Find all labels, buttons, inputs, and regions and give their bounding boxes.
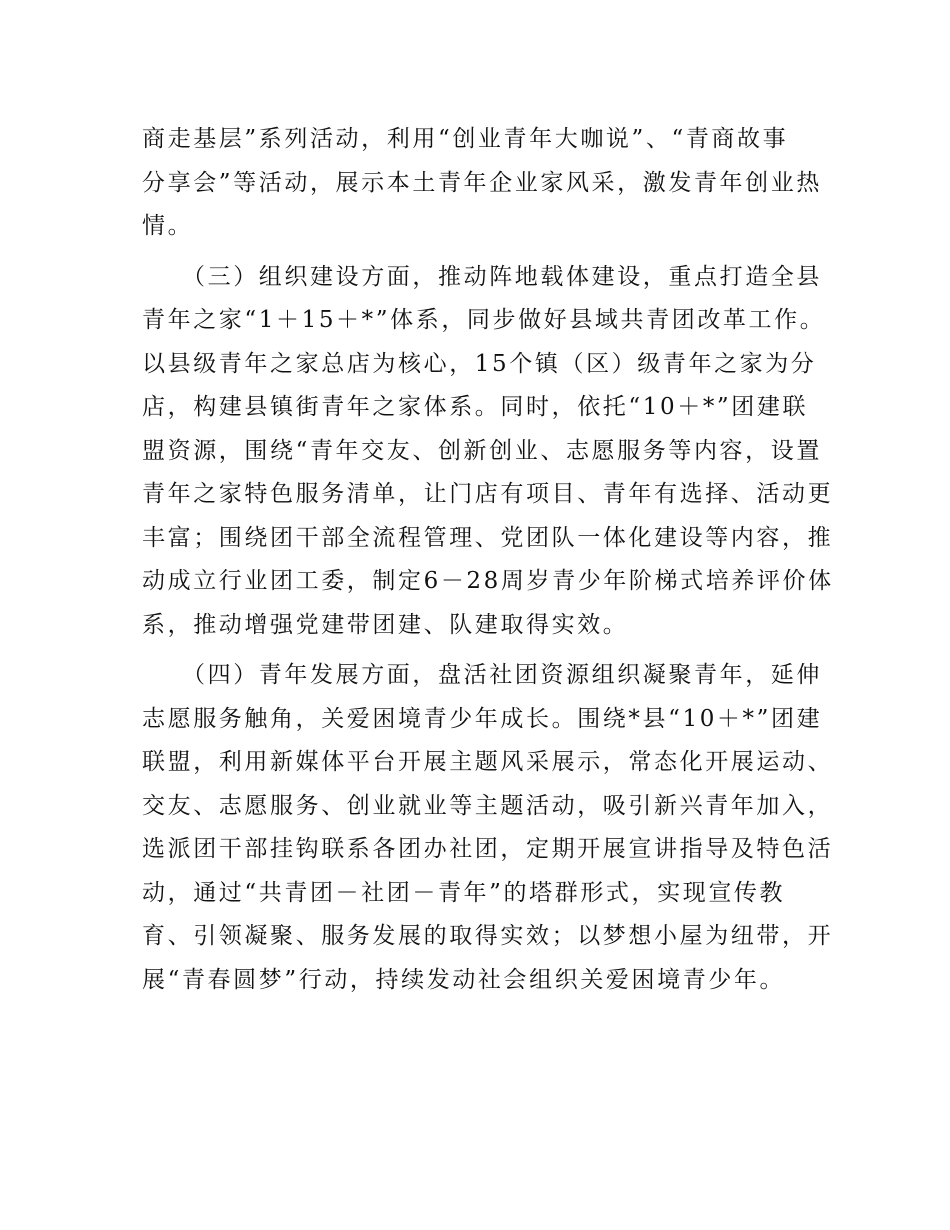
text-line: 联盟，利用新媒体平台开展主题风采展示，常态化开展运动、: [142, 749, 834, 775]
text-line: 以县级青年之家总店为核心，15个镇（区）级青年之家为分: [142, 350, 817, 377]
text-line: 盟资源，围绕“青年交友、创新创业、志愿服务等内容，设置: [142, 437, 822, 464]
text-line: 育、引领凝聚、服务发展的取得实效；以梦想小屋为纽带，开: [142, 923, 834, 949]
text-line: （四）青年发展方面，盘活社团资源组织凝聚青年，延伸: [182, 662, 822, 688]
paragraph-3: [142, 654, 834, 1002]
text-line: 商走基层”系列活动，利用“创业青年大咖说”、“青商故事: [142, 126, 789, 152]
text-line: 丰富；围绕团干部全流程管理、党团队一体化建设等内容，推: [142, 524, 834, 551]
text-line: 交友、志愿服务、创业就业等主题活动，吸引新兴青年加入，: [142, 792, 834, 819]
text-line: 分享会”等活动，展示本土青年企业家风采，激发青年创业热: [142, 169, 822, 196]
text-line: 店，构建县镇街青年之家体系。同时，依托“10＋*”团建联: [142, 394, 809, 420]
text-line: 系，推动增强党建带团建、队建取得实效。: [142, 611, 629, 638]
text-line: 展“青春圆梦”行动，持续发动社会组织关爱困境青少年。: [142, 966, 786, 993]
text-line: 情。: [142, 213, 194, 239]
text-line: 青年之家“1＋15＋*”体系，同步做好县域共青团改革工作。: [142, 307, 826, 333]
text-line: （三）组织建设方面，推动阵地载体建设，重点打造全县: [182, 263, 822, 290]
text-line: 青年之家特色服务清单，让门店有项目、青年有选择、活动更: [142, 481, 834, 507]
text-line: 动成立行业团工委，制定6－28周岁青少年阶梯式培养评价体: [142, 568, 834, 594]
text-line: 动，通过“共青团－社团－青年”的塔群形式，实现宣传教: [142, 879, 786, 906]
document-body: [142, 118, 834, 1009]
paragraph-1: [142, 118, 822, 249]
text-line: 选派团干部挂钩联系各团办社团，定期开展宣讲指导及特色活: [142, 836, 834, 862]
text-line: 志愿服务触角，关爱困境青少年成长。围绕*县“10＋*”团建: [142, 705, 823, 732]
paragraph-2: [142, 256, 834, 648]
